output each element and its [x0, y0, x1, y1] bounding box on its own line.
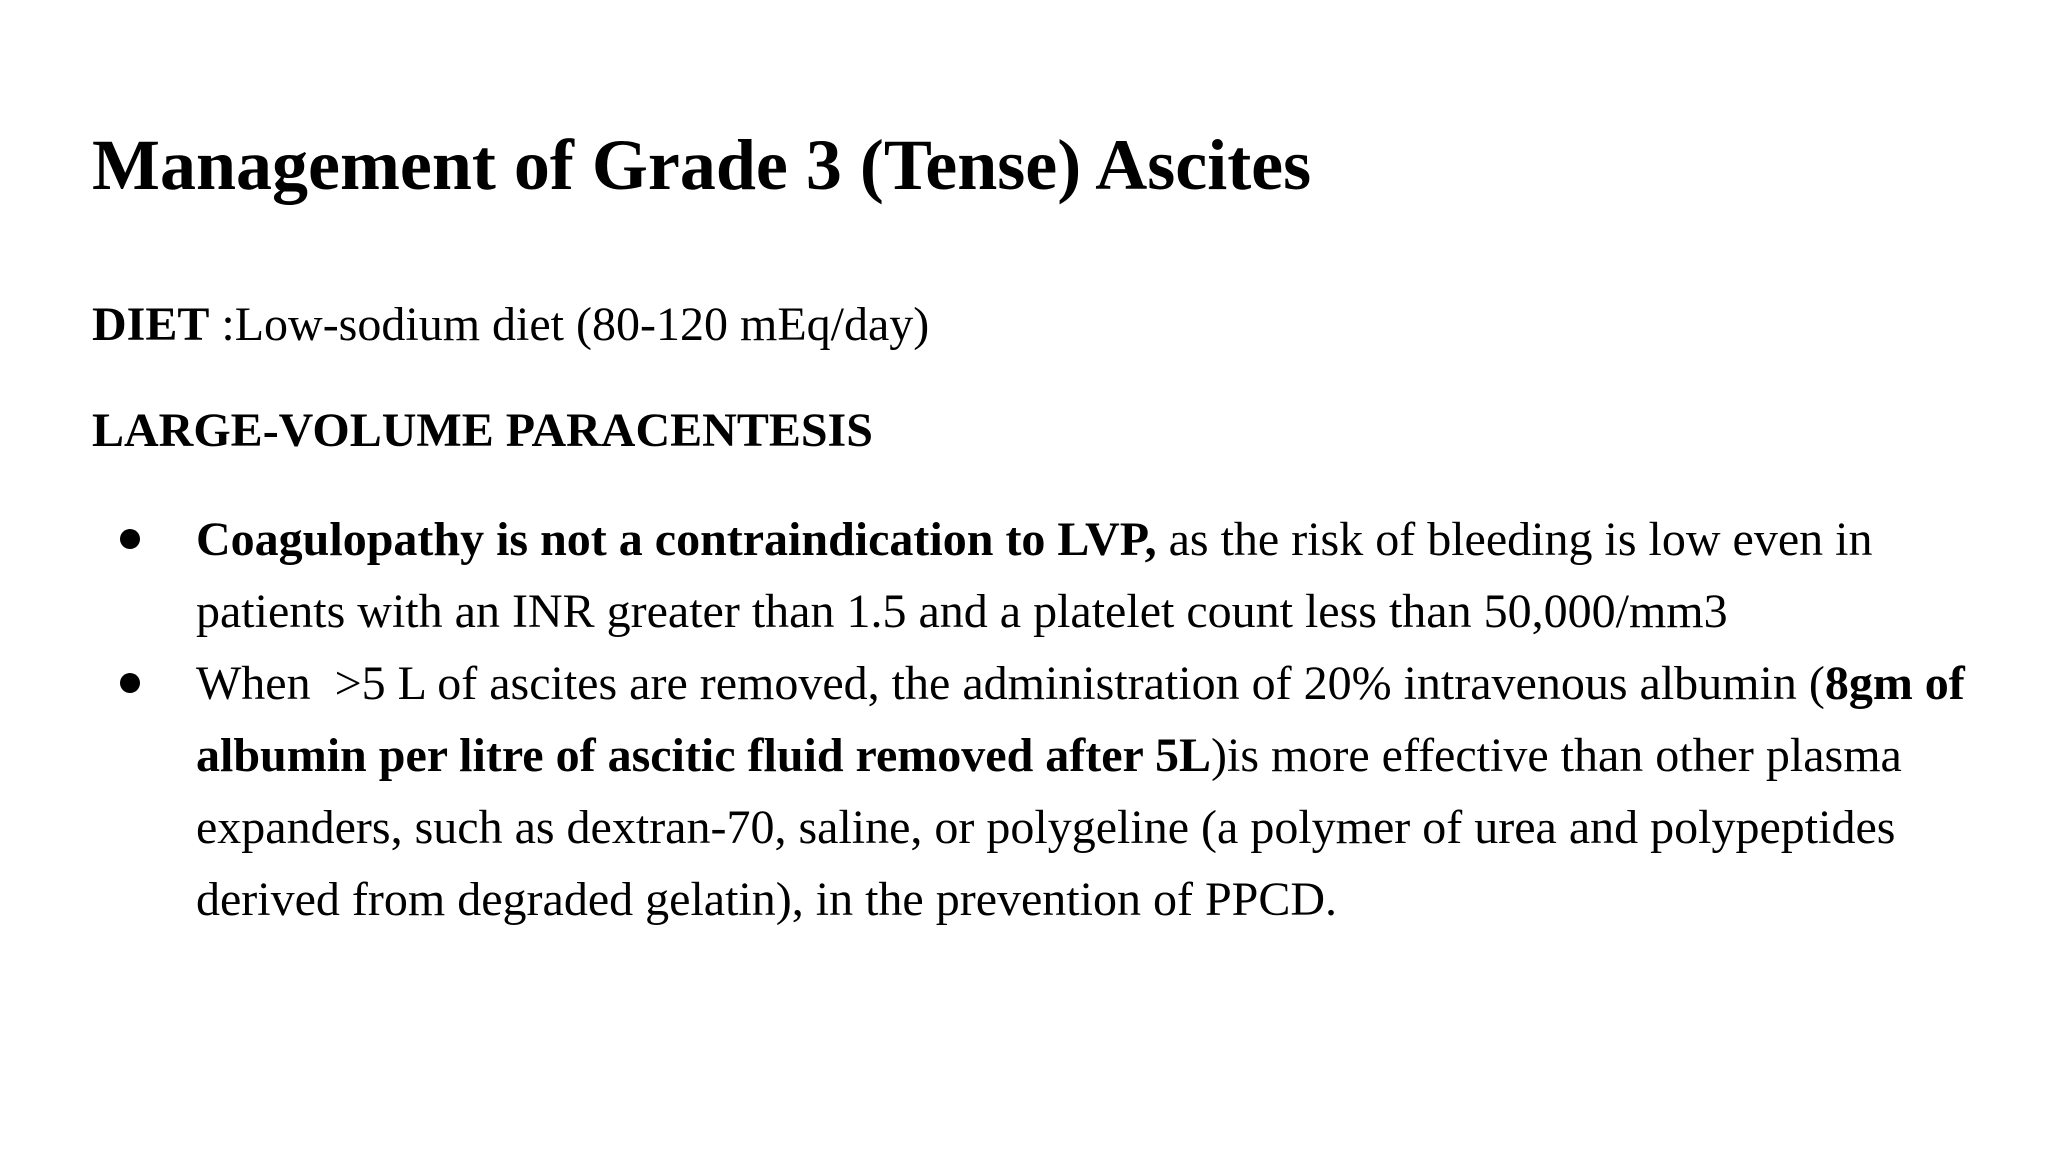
diet-line [92, 294, 929, 356]
bullet-dot-icon [120, 529, 140, 549]
diet-text: :Low-sodium diet (80-120 mEq/day) [209, 298, 930, 351]
bullet-text-after: )is more effective than other plasma expanders, such as dextran-70, saline, or polygeline (a polymer of urea and polypeptides derived from degraded gelatin), in the prevention of PPCD. [196, 729, 1902, 926]
bullet-bold-middle: 8gm of albumin per litre of ascitic fluid removed after 5L [196, 657, 1965, 782]
bullet-text-before: When >5 L of ascites are removed, the administration of 20% intravenous albumin ( [196, 657, 1825, 710]
bullet-dot-icon [120, 673, 140, 693]
bullet-bold-lead: Coagulopathy is not a contraindication to LVP, [196, 513, 1157, 566]
bullet-text: as the risk of bleeding is low even in patients with an INR greater than 1.5 and a platelet count less than 50,000/mm3 [196, 513, 1873, 638]
bullet-item-albumin [92, 648, 1992, 936]
bullet-item-coagulopathy [92, 504, 1992, 648]
bullet-list [92, 504, 1992, 936]
section-heading: LARGE-VOLUME PARACENTESIS [92, 404, 873, 457]
slide-title: Management of Grade 3 (Tense) Ascites [92, 125, 1312, 205]
diet-label: DIET [92, 298, 210, 351]
